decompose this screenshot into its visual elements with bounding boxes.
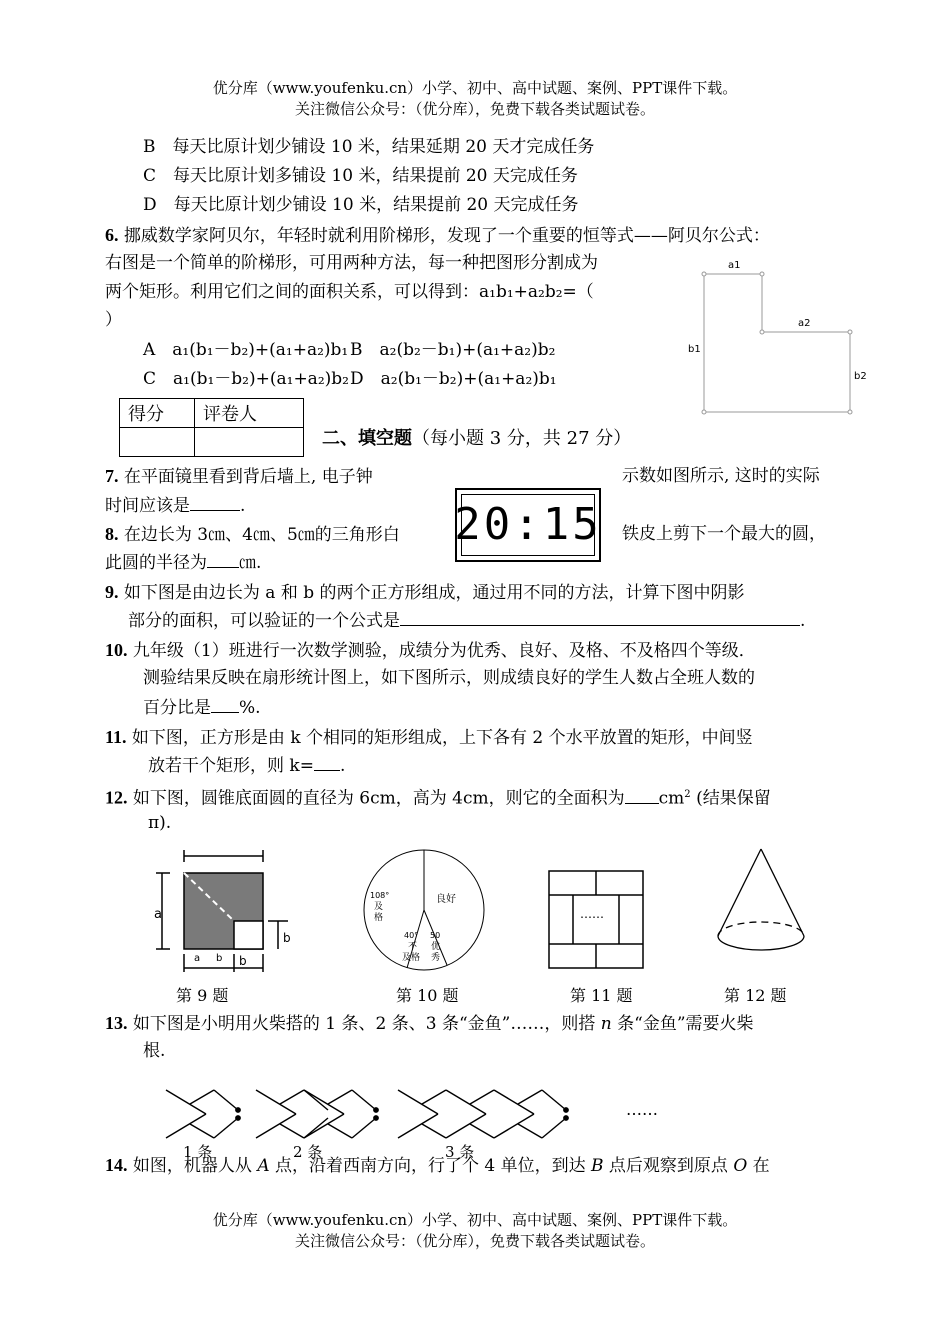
- q11-answer-blank[interactable]: [314, 754, 340, 771]
- matchstick-fish-figure: [160, 1080, 600, 1158]
- q6-option-c: C a₁(b₁－b₂)+(a₁+a₂)b₂: [143, 369, 349, 389]
- score-table: [119, 398, 304, 457]
- q8-answer-blank[interactable]: [207, 551, 239, 568]
- q6-option-b: B a₂(b₂－b₁)+(a₁+a₂)b₂: [350, 340, 556, 360]
- q9-line-1: [105, 581, 745, 604]
- q6-line-1: [105, 224, 770, 247]
- q6-text-1: 挪威数学家阿贝尔，年轻时就利用阶梯形，发现了一个重要的恒等式——阿贝尔公式：: [123, 226, 770, 246]
- header-line-1: 优分库（www.youfenku.cn）小学、初中、高中试题、案例、PPT课件下载。: [212, 79, 738, 97]
- fig12-caption: 第 12 题: [724, 986, 787, 1005]
- fig9-label-b-bottom-right: b: [239, 954, 247, 968]
- q6-option-a: A a₁(b₁－b₂)+(a₁+a₂)b₁: [143, 340, 349, 360]
- fig11-caption: 第 11 题: [570, 986, 633, 1005]
- fig12-cone: [712, 846, 812, 958]
- q7-line-2: [105, 494, 245, 517]
- fig9-label-a-bottom: a: [194, 953, 201, 964]
- fig10-fail-angle: 40°: [404, 931, 419, 940]
- q8-number: 8.: [105, 524, 119, 544]
- q14-point-a: A: [257, 1156, 270, 1176]
- q6-line-2: 右图是一个简单的阶梯形，可用两种方法，每一种把图形分割成为: [105, 253, 598, 273]
- q8-text-2-end: ㎝.: [239, 553, 262, 573]
- fish-label-2: 2 条: [293, 1143, 323, 1161]
- fish-ellipsis: ……: [626, 1100, 658, 1119]
- q6-option-d: D a₂(b₁－b₂)+(a₁+a₂)b₁: [350, 369, 557, 389]
- q10-line-3: [143, 696, 261, 719]
- q9-text-1: 如下图是由边长为 a 和 b 的两个正方形组成，通过用不同的方法，计算下图中阴影: [123, 583, 745, 603]
- q13-number: 13.: [105, 1013, 128, 1033]
- score-cell[interactable]: [120, 428, 195, 457]
- q10-text-1: 九年级（1）班进行一次数学测验，成绩分为优秀、良好、及格、不及格四个等级．: [132, 641, 756, 661]
- fig11-square-of-rectangles: [546, 868, 646, 972]
- q13-text-1: 如下图是小明用火柴搭的 1 条、2 条、3 条“金鱼”……，则搭: [132, 1014, 601, 1034]
- q12-answer-blank[interactable]: [625, 787, 659, 804]
- q10-number: 10.: [105, 640, 128, 660]
- fig10-pie-chart: [358, 848, 490, 972]
- q11-text-1: 如下图，正方形是由 k 个相同的矩形组成，上下各有 2 个水平放置的矩形，中间竖: [131, 728, 753, 748]
- q10-text-3-end: %.: [239, 698, 261, 718]
- q7-text-right: 示数如图所示, 这时的实际: [622, 466, 820, 486]
- clock-display: 20:15: [454, 499, 602, 550]
- q5-option-c: C 每天比原计划多铺设 10 米，结果提前 20 天完成任务: [143, 166, 578, 186]
- fig10-caption: 第 10 题: [396, 986, 459, 1005]
- q10-line-1: [105, 639, 756, 662]
- grader-cell[interactable]: [195, 428, 304, 457]
- fish-label-3: 3 条: [445, 1143, 475, 1161]
- fish-3: [398, 1090, 568, 1138]
- section-2-heading: [322, 428, 631, 450]
- q13-line-1: [105, 1012, 754, 1035]
- staircase-outline: [704, 274, 850, 412]
- fig9-squares: [150, 848, 300, 978]
- q11-text-2: 放若干个矩形，则 k=: [148, 756, 314, 776]
- fig10-pass-1: 及: [374, 902, 384, 912]
- q12-unit: cm: [658, 788, 685, 809]
- q7-line-1: [105, 465, 373, 488]
- q7-text-left: 在平面镜里看到背后墙上, 电子钟: [123, 467, 373, 487]
- q10-line-2: 测验结果反映在扇形统计图上，如下图所示，则成绩良好的学生人数占全班人数的: [143, 668, 755, 688]
- fish-2: [256, 1090, 378, 1138]
- digital-clock: [455, 488, 601, 562]
- q13-line-2: 根.: [143, 1041, 166, 1061]
- score-header: 得分: [120, 399, 195, 428]
- label-a1: a1: [728, 260, 741, 271]
- q14-text-4: 在: [747, 1156, 770, 1176]
- fig10-excellent-value: 50: [430, 931, 441, 940]
- q14-point-b: B: [591, 1156, 604, 1176]
- q12-text-1: 如下图，圆锥底面圆的直径为 6cm，高为 4cm，则它的全面积为: [132, 788, 625, 809]
- footer-line-2: 关注微信公众号：（优分库），免费下载各类试题试卷。: [294, 1232, 655, 1250]
- q10-answer-blank[interactable]: [211, 696, 239, 713]
- q12-line-2: π).: [148, 813, 172, 833]
- q10-text-3: 百分比是: [143, 698, 211, 718]
- section-2-title: 二、填空题: [322, 428, 412, 449]
- q9-answer-blank[interactable]: [400, 609, 800, 626]
- header-line-2: 关注微信公众号：（优分库），免费下载各类试题试卷。: [294, 100, 655, 118]
- q13-text-1-end: 条“金鱼”需要火柴: [611, 1014, 754, 1034]
- q7-text-2-end: .: [240, 496, 246, 516]
- q12-text-1-end: (结果保留: [690, 788, 771, 809]
- fig9-label-a-left: a: [154, 907, 162, 922]
- q14-text-3: 点后观察到原点: [603, 1156, 734, 1176]
- fig9-label-b-bottom: b: [216, 953, 223, 964]
- q6-line-3: 两个矩形。利用它们之间的面积关系，可以得到：a₁b₁+a₂b₂=（: [105, 282, 594, 302]
- q14-text-2: 点，沿着西南方向，行了个 4 单位，到达: [269, 1156, 592, 1176]
- q5-option-b: B 每天比原计划少铺设 10 米，结果延期 20 天才完成任务: [143, 137, 595, 157]
- q6-number: 6.: [105, 225, 119, 245]
- q11-text-2-end: .: [339, 756, 346, 776]
- q8-text-2: 此圆的半径为: [105, 553, 207, 573]
- fig10-fail-1: 不: [408, 942, 418, 952]
- q12-unit-sup: 2: [684, 789, 691, 800]
- q9-number: 9.: [105, 582, 119, 602]
- fig11-dots: ……: [580, 907, 604, 921]
- fig10-excellent-2: 秀: [431, 953, 441, 963]
- fig10-pass-angle: 108°: [370, 891, 390, 900]
- q9-text-2: 部分的面积，可以验证的一个公式是: [128, 611, 400, 631]
- q9-line-2: [128, 609, 805, 632]
- q11-line-2: [148, 754, 345, 777]
- fig10-fail-2: 及格: [402, 953, 421, 963]
- fig10-sector-good: 良好: [436, 894, 456, 905]
- fish-1: [166, 1090, 240, 1138]
- q8-text-left: 在边长为 3㎝、4㎝、5㎝的三角形白: [123, 525, 400, 545]
- fig9-caption: 第 9 题: [176, 986, 229, 1005]
- grader-header: 评卷人: [195, 399, 304, 428]
- label-b1: b1: [688, 344, 701, 355]
- section-2-note: （每小题 3 分，共 27 分）: [412, 428, 632, 449]
- fig10-excellent-1: 优: [431, 942, 441, 952]
- q14-line-1: [105, 1154, 770, 1177]
- staircase-figure: [680, 252, 880, 422]
- q8-text-right: 铁皮上剪下一个最大的圆，: [622, 524, 826, 544]
- q5-option-d: D 每天比原计划少铺设 10 米，结果提前 20 天完成任务: [143, 195, 579, 215]
- footer-line-1: 优分库（www.youfenku.cn）小学、初中、高中试题、案例、PPT课件下载。: [212, 1211, 738, 1229]
- q13-n: n: [600, 1014, 612, 1034]
- q12-line-1: [105, 784, 771, 810]
- q14-number: 14.: [105, 1155, 128, 1175]
- q7-answer-blank[interactable]: [190, 494, 240, 511]
- label-a2: a2: [798, 318, 811, 329]
- q12-number: 12.: [105, 787, 128, 808]
- fish-label-1: 1 条: [183, 1143, 213, 1161]
- label-b2: b2: [854, 371, 867, 382]
- q14-text-1: 如图，机器人从: [132, 1156, 258, 1176]
- q11-line-1: [105, 726, 753, 749]
- q8-line-2: [105, 551, 261, 574]
- q7-text-2: 时间应该是: [105, 496, 190, 516]
- q6-line-4: ）: [105, 310, 122, 330]
- q14-point-o: O: [733, 1156, 748, 1176]
- q7-number: 7.: [105, 466, 119, 486]
- fig10-pass-2: 格: [374, 913, 384, 923]
- q8-line-1: [105, 523, 400, 546]
- q9-text-2-end: .: [800, 611, 806, 631]
- fig9-label-b-right: b: [283, 931, 291, 945]
- q11-number: 11.: [105, 727, 127, 747]
